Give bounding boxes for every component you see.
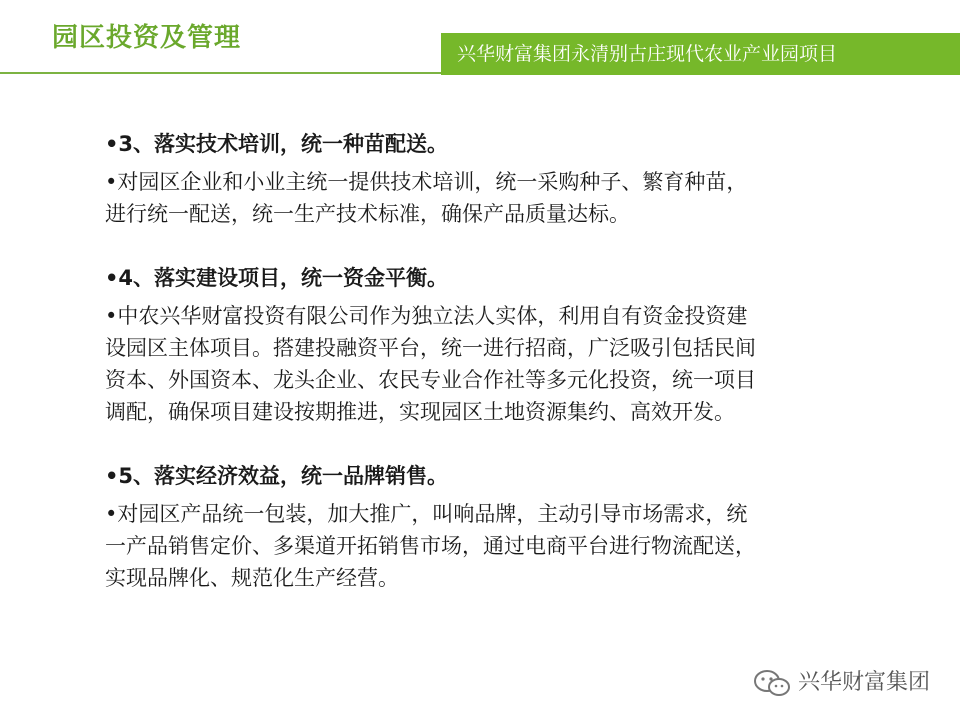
project-banner [441, 33, 960, 75]
body-line: 一产品销售定价、多渠道开拓销售市场，通过电商平台进行物流配送， [105, 534, 756, 558]
project-name: 兴华财富集团永清别古庄现代农业产业园项目 [457, 42, 838, 65]
section-body [105, 300, 865, 428]
section-heading: •4、落实建设项目，统一资金平衡。 [105, 266, 449, 290]
slide-title: 园区投资及管理 [52, 23, 242, 53]
content-area [105, 128, 865, 626]
body-line: 资本、外国资本、龙头企业、农民专业合作社等多元化投资，统一项目 [105, 368, 756, 392]
section-heading: •5、落实经济效益，统一品牌销售。 [105, 464, 449, 488]
body-line: 进行统一配送，统一生产技术标准，确保产品质量达标。 [105, 202, 630, 226]
watermark [752, 668, 930, 698]
body-line: 设园区主体项目。搭建投融资平台，统一进行招商，广泛吸引包括民间 [105, 336, 756, 360]
section-body [105, 498, 865, 594]
section-economic-benefits [105, 460, 865, 594]
section-technical-training [105, 128, 865, 230]
watermark-text: 兴华财富集团 [797, 670, 930, 695]
body-line: 实现品牌化、规范化生产经营。 [105, 566, 399, 590]
body-line: •对园区产品统一包装，加大推广，叫响品牌，主动引导市场需求，统 [105, 502, 748, 526]
section-construction-projects [105, 262, 865, 428]
body-line: •中农兴华财富投资有限公司作为独立法人实体，利用自有资金投资建 [105, 304, 748, 328]
wechat-icon [752, 668, 792, 698]
section-heading: •3、落实技术培训，统一种苗配送。 [105, 132, 449, 156]
body-line: •对园区企业和小业主统一提供技术培训，统一采购种子、繁育种苗， [105, 170, 748, 194]
body-line: 调配，确保项目建设按期推进，实现园区土地资源集约、高效开发。 [105, 400, 735, 424]
section-body [105, 166, 865, 230]
